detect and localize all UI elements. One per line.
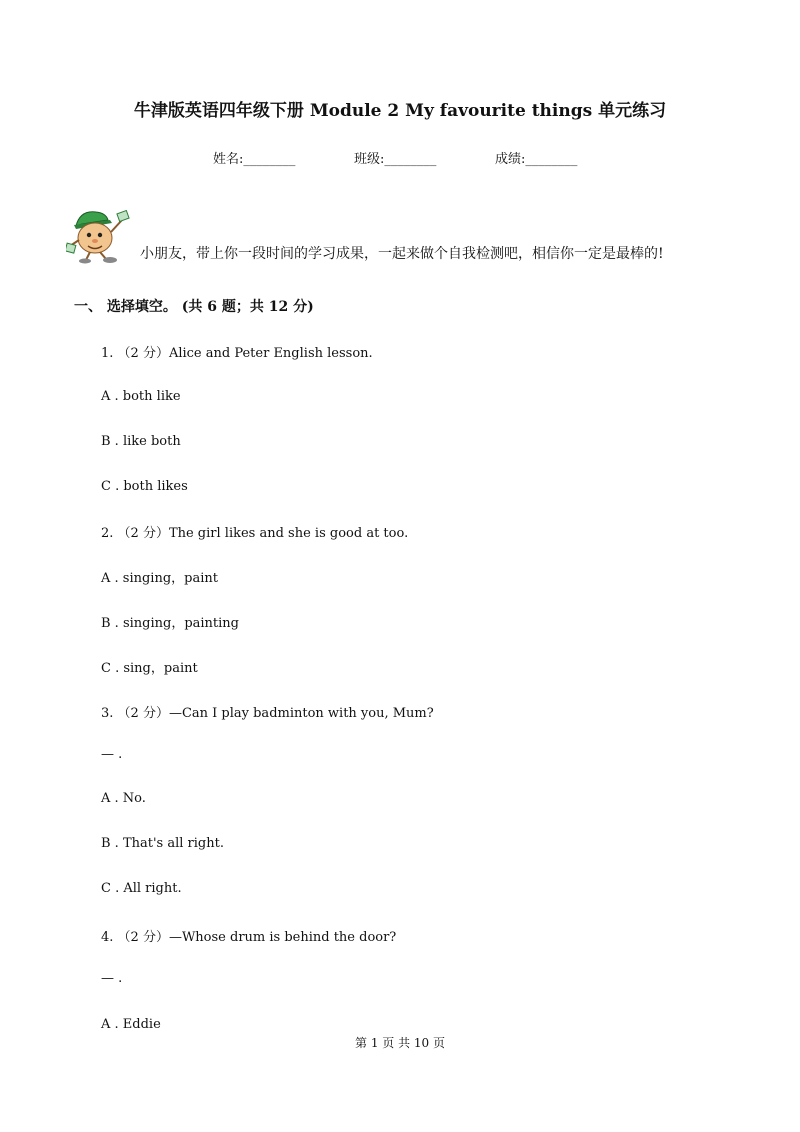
question-1-stem: 1. （2 分）Alice and Peter English lesson. — [101, 346, 373, 361]
question-2-option-b: B . singing，painting — [101, 616, 240, 631]
name-field: 姓名:________ — [213, 152, 296, 167]
question-1-option-a: A . both like — [101, 389, 181, 404]
mascot-illustration — [66, 206, 132, 264]
question-3-option-c: C . All right. — [101, 881, 182, 896]
question-4-option-a: A . Eddie — [101, 1017, 161, 1032]
question-2-option-a: A . singing，paint — [101, 571, 218, 586]
section-heading: 一、 选择填空。 (共 6 题；共 12 分) — [74, 299, 314, 315]
question-2-option-c: C . sing，paint — [101, 661, 198, 676]
question-3-option-b: B . That's all right. — [101, 836, 224, 851]
question-3-option-a: A . No. — [101, 791, 146, 806]
score-field: 成绩:________ — [495, 152, 578, 167]
encouragement-text: 小朋友，带上你一段时间的学习成果，一起来做个自我检测吧，相信你一定是最棒的! — [140, 246, 664, 262]
question-4-answer-line: — . — [101, 971, 123, 986]
question-4-stem: 4. （2 分）—Whose drum is behind the door? — [101, 930, 397, 945]
question-1-option-c: C . both likes — [101, 479, 188, 494]
question-1-option-b: B . like both — [101, 434, 181, 449]
class-field: 班级:________ — [354, 152, 437, 167]
question-3-answer-line: — . — [101, 747, 123, 762]
page-title: 牛津版英语四年级下册 Module 2 My favourite things 单元练习 — [133, 101, 667, 121]
question-3-stem: 3. （2 分）—Can I play badminton with you, Mum? — [101, 706, 434, 721]
page-footer: 第 1 页 共 10 页 — [355, 1036, 445, 1050]
question-2-stem: 2. （2 分）The girl likes and she is good at too. — [101, 526, 409, 541]
